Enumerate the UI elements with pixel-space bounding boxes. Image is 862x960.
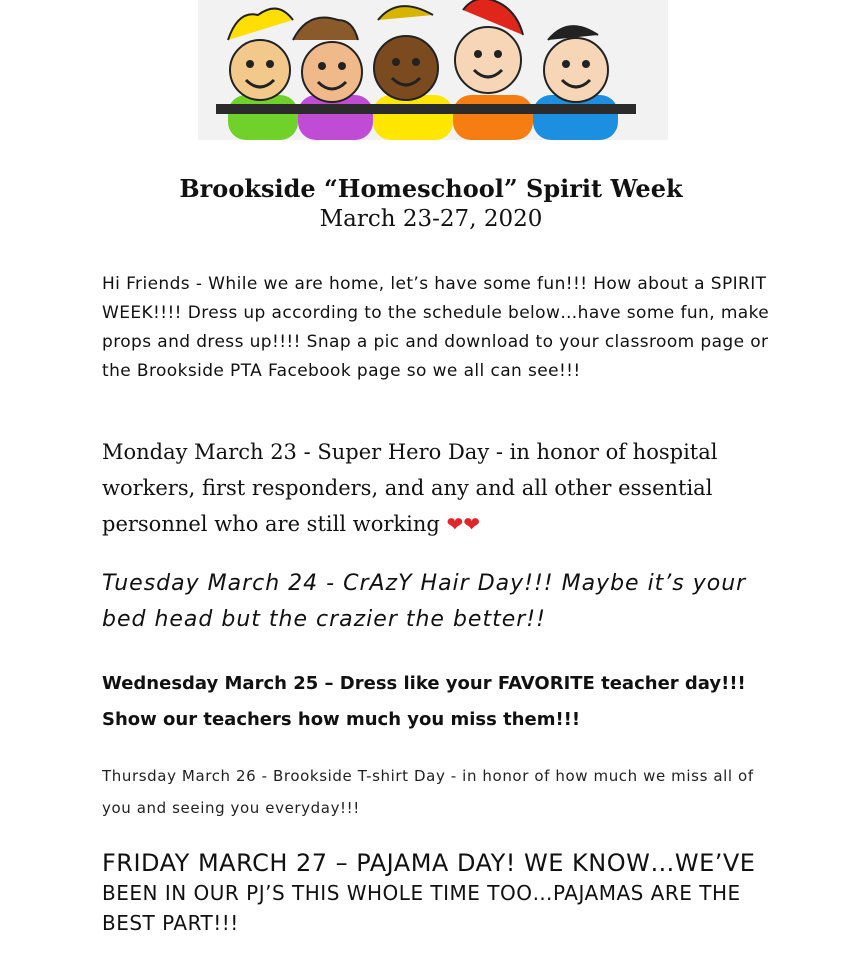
- kids-illustration: [198, 0, 668, 140]
- thursday-entry: Thursday March 26 - Brookside T-shirt Day - in honor of how much we miss all of you and seeing you everyday!!!: [102, 767, 754, 817]
- monday-entry: [102, 434, 802, 542]
- intro-paragraph: Hi Friends - While we are home, let’s have some fun!!! How about a SPIRIT WEEK!!!! Dress up according to the schedule below…have some fun, make props and dress up!!!! Snap a pic and download to your classroom page or the Brookside PTA Facebook page so we all can see!!!: [102, 274, 770, 381]
- friday-line-1: FRIDAY MARCH 27 – PAJAMA DAY! WE KNOW…WE’VE: [102, 849, 756, 877]
- heart-icon: ❤❤: [446, 512, 480, 536]
- tuesday-entry: Tuesday March 24 - CrAzY Hair Day!!! Maybe it’s your bed head but the crazier the better!!: [102, 571, 747, 632]
- monday-text: Monday March 23 - Super Hero Day - in honor of hospital workers, first responders, and any and all other essential personnel who are still working: [102, 440, 718, 536]
- wednesday-entry: Wednesday March 25 – Dress like your FAVORITE teacher day!!! Show our teachers how much you miss them!!!: [102, 673, 746, 730]
- friday-line-rest: BEEN IN OUR PJ’S THIS WHOLE TIME TOO…PAJAMAS ARE THE BEST PART!!!: [102, 881, 741, 935]
- page-title: Brookside “Homeschool” Spirit Week: [179, 174, 683, 203]
- friday-entry: [102, 848, 782, 938]
- date-range: March 23-27, 2020: [319, 206, 543, 232]
